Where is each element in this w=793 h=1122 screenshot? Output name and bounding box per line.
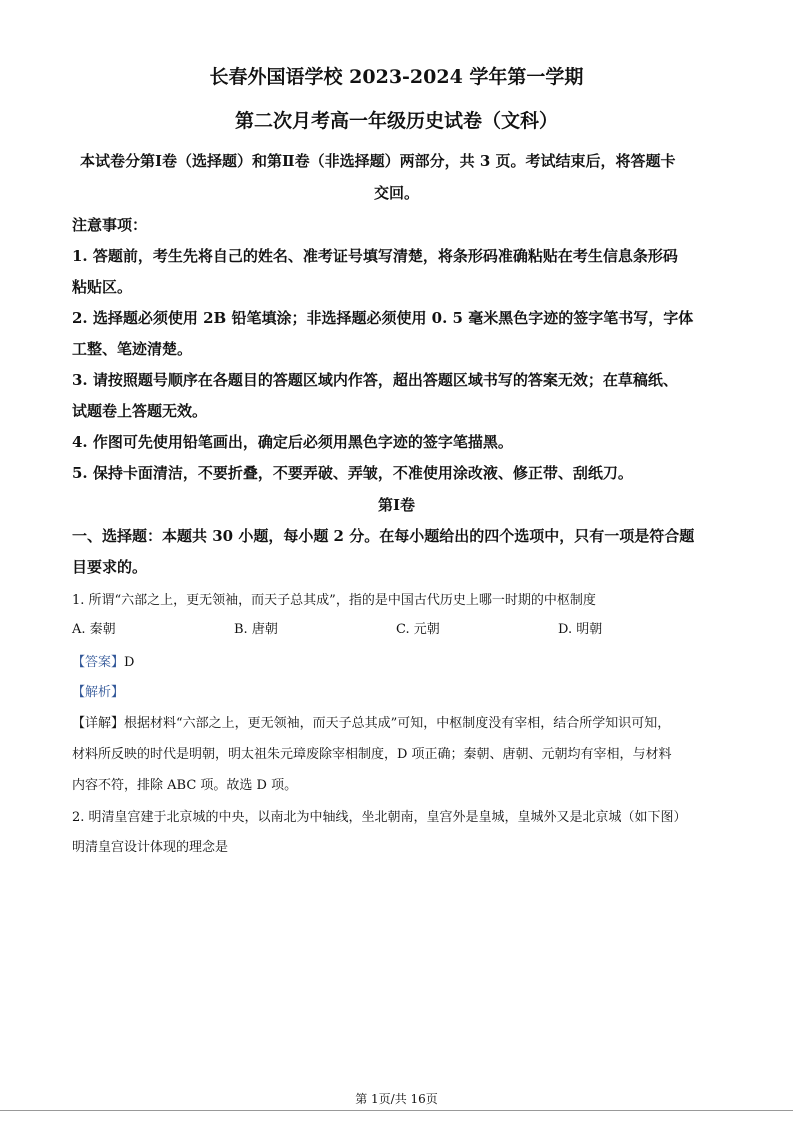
section-instructions-line2: 目要求的。 xyxy=(72,558,148,576)
question-1-option-a: A. 秦朝 xyxy=(72,622,116,637)
detail-line3: 内容不符，排除 ABC 项。故选 D 项。 xyxy=(72,778,298,793)
question-1-option-b: B. 唐朝 xyxy=(234,622,278,637)
answer-value: D xyxy=(124,655,135,670)
detail-line1 xyxy=(72,712,670,731)
question-2-stem-line1: 2. 明清皇宫建于北京城的中央，以南北为中轴线，坐北朝南，皇宫外是皇城，皇城外又是北京城（如下图） xyxy=(72,810,687,825)
exam-title-line2: 第二次月考高一年级历史试卷（文科） xyxy=(234,110,558,132)
answer-row xyxy=(72,651,134,670)
note-line: 3. 请按照题号顺序在各题目的答题区域内作答，超出答题区域书写的答案无效；在草稿纸、 xyxy=(72,371,678,389)
section-instructions-line1: 一、选择题：本题共 30 小题，每小题 2 分。在每小题给出的四个选项中，只有一项是符合题 xyxy=(72,527,695,545)
answer-tag: 【答案】 xyxy=(72,655,125,670)
intro-line2: 交回。 xyxy=(373,184,419,202)
note-line: 5. 保持卡面清洁，不要折叠，不要弄破、弄皱，不准使用涂改液、修正带、刮纸刀。 xyxy=(72,464,633,482)
note-line: 2. 选择题必须使用 2B 铅笔填涂；非选择题必须使用 0. 5 毫米黑色字迹的签字笔书写，字体 xyxy=(72,309,694,327)
question-1-stem: 1. 所谓“六部之上，更无领袖，而天子总其成”，指的是中国古代历史上哪一时期的中枢制度 xyxy=(72,593,596,608)
note-line: 工整、笔迹清楚。 xyxy=(72,340,193,358)
exam-title-line1: 长春外国语学校 2023-2024 学年第一学期 xyxy=(209,66,584,88)
question-2-stem-line2: 明清皇宫设计体现的理念是 xyxy=(72,840,229,855)
question-1-option-c: C. 元朝 xyxy=(396,622,440,637)
note-line: 粘贴区。 xyxy=(72,278,133,296)
intro-line1: 本试卷分第Ⅰ卷（选择题）和第Ⅱ卷（非选择题）两部分，共 3 页。考试结束后，将答题卡 xyxy=(80,152,676,170)
notes-heading: 注意事项： xyxy=(72,216,148,234)
section-title: 第Ⅰ卷 xyxy=(377,496,416,514)
note-line: 试题卷上答题无效。 xyxy=(72,402,208,420)
question-1-option-d: D. 明朝 xyxy=(558,622,603,637)
note-line: 1. 答题前，考生先将自己的姓名、准考证号填写清楚，将条形码准确粘贴在考生信息条形码 xyxy=(72,247,678,265)
detail-line2: 材料所反映的时代是明朝，明太祖朱元璋废除宰相制度，D 项正确；秦朝、唐朝、元朝均有宰相，与材料 xyxy=(72,747,672,762)
footer-divider xyxy=(0,1110,793,1111)
analysis-tag: 【解析】 xyxy=(72,685,125,700)
note-line: 4. 作图可先使用铅笔画出，确定后必须用黑色字迹的签字笔描黑。 xyxy=(72,433,513,451)
detail-text: 根据材料“六部之上，更无领袖，而天子总其成”可知，中枢制度没有宰相，结合所学知识可知， xyxy=(124,716,671,731)
detail-tag: 【详解】 xyxy=(72,716,125,731)
page-number: 第 1页/共 16页 xyxy=(355,1092,438,1106)
